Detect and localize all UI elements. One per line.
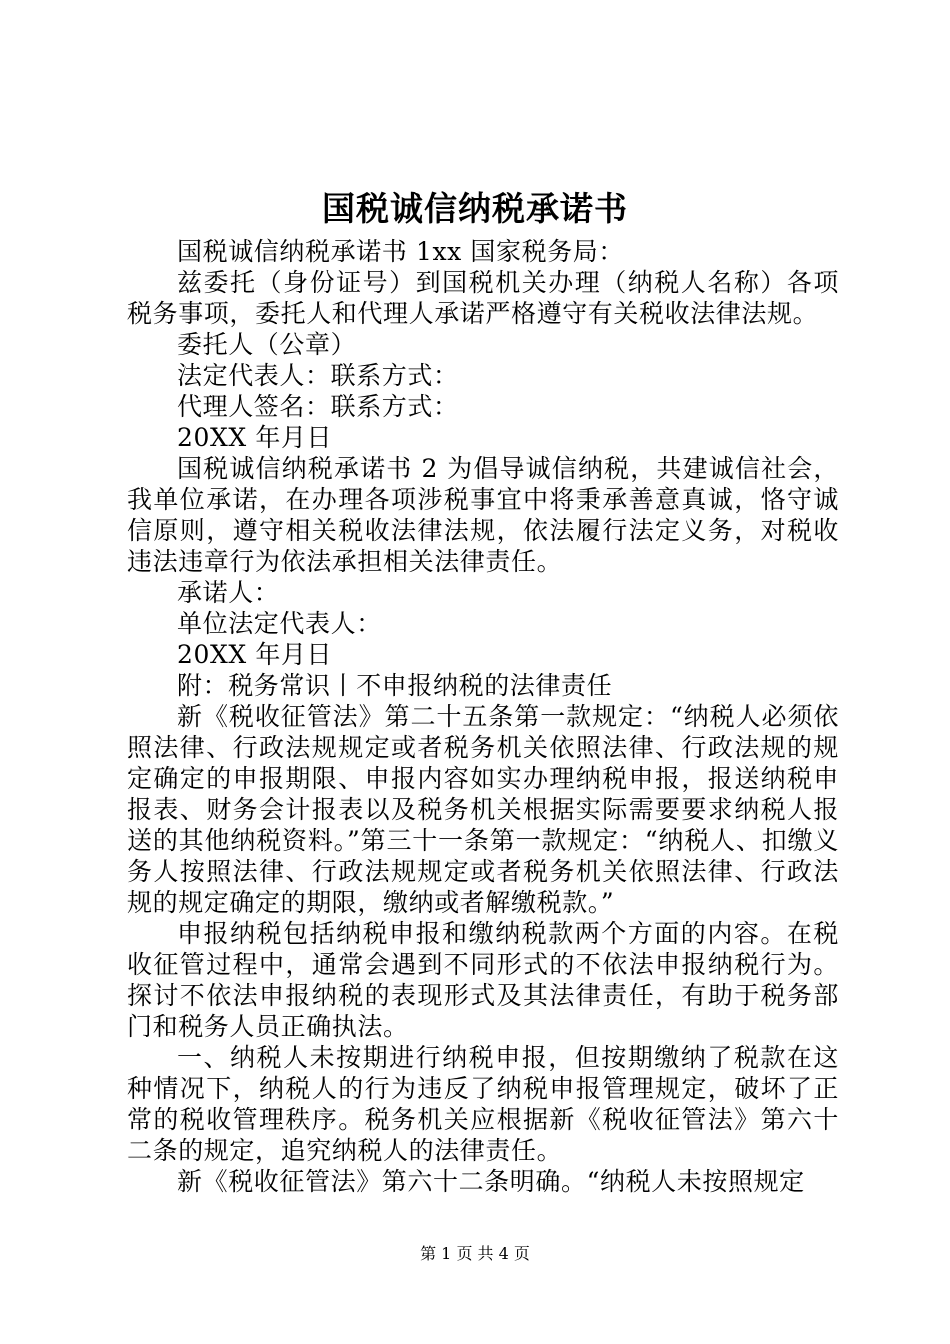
document-title: 国税诚信纳税承诺书 xyxy=(322,189,628,228)
paragraph: 法定代表人：联系方式： xyxy=(177,361,459,390)
paragraph: 国税诚信纳税承诺书 1xx 国家税务局： xyxy=(177,237,624,266)
paragraph: 单位法定代表人： xyxy=(177,609,382,638)
paragraph: 一、纳税人未按期进行纳税申报，但按期缴纳了税款在这种情况下，纳税人的行为违反了纳税申报管理规定，破坏了正常的税收管理秩序。税务机关应根据新《税收征管法》第六十二条的规定，追究纳税人的法律责任。 xyxy=(127,1043,839,1165)
paragraph: 新《税收征管法》第二十五条第一款规定：“纳税人必须依照法律、行政法规规定或者税务机关依照法律、行政法规的规定确定的申报期限、申报内容如实办理纳税申报，报送纳税申报表、财务会计报表以及税务机关根据实际需要要求纳税人报送的其他纳税资料。”第三十一条第一款规定：“纳税人、扣缴义务人按照法律、行政法规规定或者税务机关依照法律、行政法规的规定确定的期限，缴纳或者解缴税款。” xyxy=(127,702,839,917)
paragraph: 委托人（公章） xyxy=(177,330,357,359)
page-number-footer: 第 1 页 共 4 页 xyxy=(420,1244,530,1263)
paragraph: 附：税务常识丨不申报纳税的法律责任 xyxy=(177,671,613,700)
paragraph: 20XX 年月日 xyxy=(177,423,333,452)
paragraph: 申报纳税包括纳税申报和缴纳税款两个方面的内容。在税收征管过程中，通常会遇到不同形式的不依法申报纳税行为。探讨不依法申报纳税的表现形式及其法律责任，有助于税务部门和税务人员正确执法。 xyxy=(127,919,839,1041)
paragraph: 20XX 年月日 xyxy=(177,640,333,669)
paragraph: 兹委托（身份证号）到国税机关办理（纳税人名称）各项税务事项，委托人和代理人承诺严格遵守有关税收法律法规。 xyxy=(127,268,839,328)
paragraph: 承诺人： xyxy=(177,578,280,607)
document-body xyxy=(127,236,839,1197)
paragraph: 新《税收征管法》第六十二条明确。“纳税人未按照规定 xyxy=(177,1167,805,1196)
paragraph: 代理人签名：联系方式： xyxy=(177,392,459,421)
paragraph: 国税诚信纳税承诺书 2 为倡导诚信纳税，共建诚信社会，我单位承诺，在办理各项涉税事宜中将秉承善意真诚，恪守诚信原则，遵守相关税收法律法规，依法履行法定义务，对税收违法违章行为依法承担相关法律责任。 xyxy=(127,454,839,576)
